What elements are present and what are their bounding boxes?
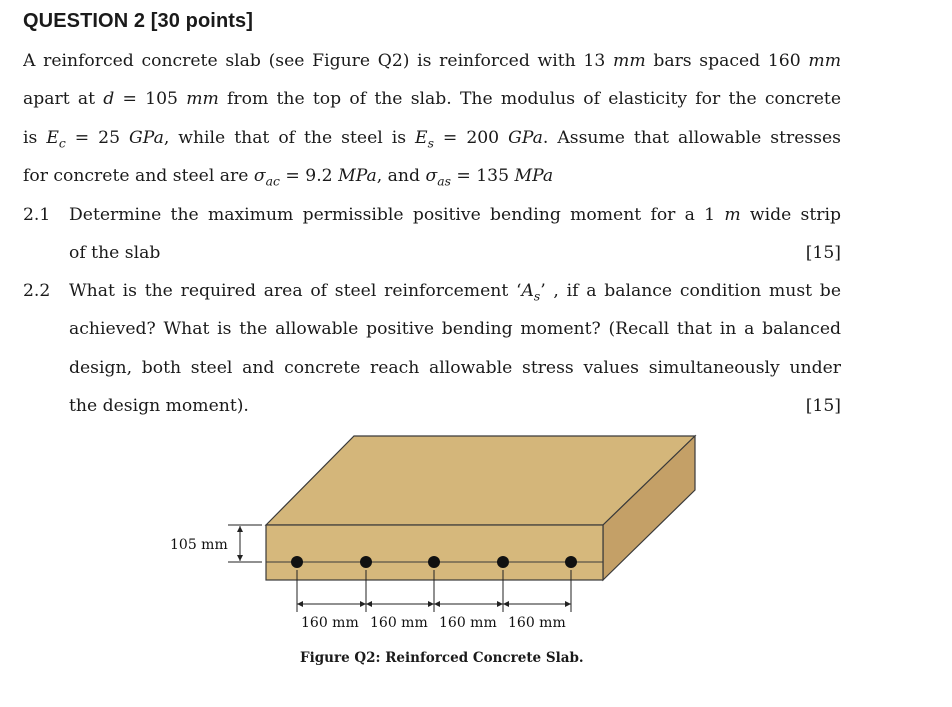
question-2-1-line-1: Determine the maximum permissible positive bending moment for a 1 m wide strip [69, 205, 841, 225]
intro-line-4: for concrete and steel are $\sigma_{ac} = 9.2$ MPa, and $\sigma_{as} = 135$ MPa [23, 165, 554, 189]
question-heading: QUESTION 2 [30 points] [23, 10, 254, 32]
question-2-1-marks: [15] [805, 243, 841, 264]
intro-line-1: A reinforced concrete slab (see Figure Q2) is reinforced with 13 mm bars spaced 160 mm [23, 51, 841, 71]
intro-line-2: apart at d = 105 mm from the top of the slab. The modulus of elasticity for the concrete [23, 89, 841, 110]
question-2-1-number: 2.1 [23, 205, 51, 225]
question-2-2-line-3: design, both steel and concrete reach allowable stress values simultaneously under [69, 357, 841, 378]
question-2-2-marks: [15] [805, 395, 841, 416]
question-2-2-line-1: What is the required area of steel reinforcement ‘$A_s$’ , if a balance condition must be [69, 281, 841, 304]
question-2-1-line-2: of the slab [15] [69, 234, 841, 272]
intro-line-3: is $E_c = 25$ GPa, while that of the steel is $E_s = 200$ GPa. Assume that allowable stresses [23, 127, 841, 150]
question-2-2-line-4: the design moment). [15] [69, 387, 841, 425]
rebar-5 [565, 556, 577, 568]
spacing-label-1: 160 mm [301, 615, 359, 631]
spacing-label-2: 160 mm [370, 615, 428, 631]
figure-caption: Figure Q2: Reinforced Concrete Slab. [300, 650, 584, 666]
depth-label: 105 mm [170, 537, 228, 553]
question-2-2-line-2: achieved? What is the allowable positive bending moment? (Recall that in a balanced [69, 319, 841, 340]
rebar-4 [497, 556, 509, 568]
spacing-label-4: 160 mm [508, 615, 566, 631]
spacing-label-3: 160 mm [439, 615, 497, 631]
rebar-3 [428, 556, 440, 568]
question-2-2-number: 2.2 [23, 281, 51, 301]
depth-dimension [228, 525, 262, 562]
rebar-1 [291, 556, 303, 568]
rebar-2 [360, 556, 372, 568]
